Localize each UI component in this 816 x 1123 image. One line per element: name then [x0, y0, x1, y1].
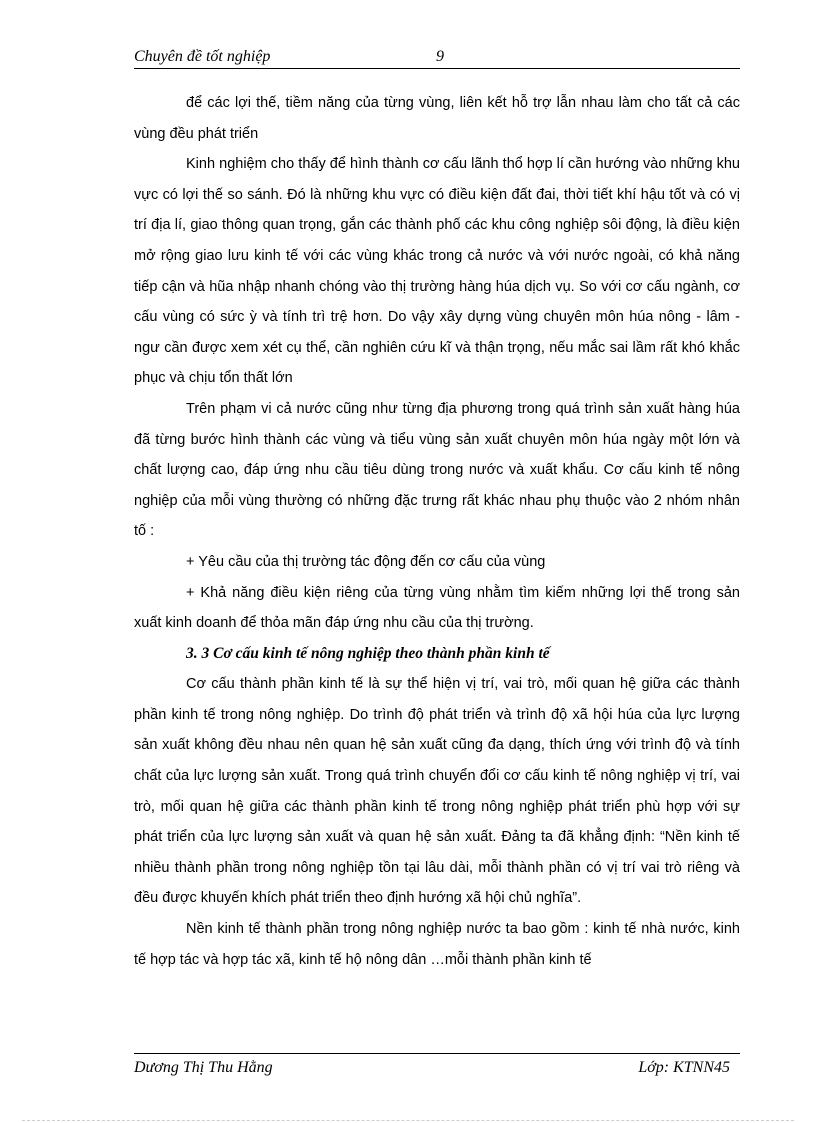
page-boundary — [22, 1120, 794, 1121]
document-body — [134, 88, 740, 975]
footer-class: Lớp: KTNN45 — [638, 1059, 730, 1076]
page-footer — [134, 1053, 740, 1084]
paragraph-economic-sectors: Cơ cấu thành phần kinh tế là sự thể hiện vị trí, vai trò, mối quan hệ giữa các thành phần kinh tế trong nông nghiệp. Do trình độ phát triển và trình độ xã hội húa của lực lượng sản xuất không đều nhau nên quan hệ sản xuất cũng đa dạng, thích ứng với trình độ và tính chất của lực lượng sản xuất. Trong quá trình chuyển đổi cơ cấu kinh tế nông nghiệp vị trí, vai trò, mối quan hệ giữa các thành phần kinh tế trong nông nghiệp phát triển phù hợp với sự phát triển của lực lượng sản xuất và quan hệ sản xuất. Đảng ta đã khẳng định: “Nền kinh tế nhiều thành phần trong nông nghiệp tồn tại lâu dài, mỗi thành phần có vị trí vai trò riêng và đều được khuyến khích phát triển theo định hướng xã hội chủ nghĩa”. — [134, 676, 740, 907]
footer-author: Dương Thị Thu Hằng — [134, 1059, 273, 1076]
paragraph-national-scope: Trên phạm vi cả nước cũng như từng địa phương trong quá trình sản xuất hàng húa đã từng bước hình thành các vùng và tiểu vùng sản xuất chuyên môn húa ngày một lớn và chất lượng cao, đáp ứng nhu cầu tiêu dùng trong nước và xuất khẩu. Cơ cấu kinh tế nông nghiệp của mỗi vùng thường có những đặc trưng rất khác nhau phụ thuộc vào 2 nhóm nhân tố : — [134, 400, 740, 540]
page-header — [134, 46, 740, 69]
bullet-market-demand: + Yêu cầu của thị trường tác động đến cơ cấu của vùng — [186, 553, 546, 570]
paragraph-experience: Kinh nghiệm cho thấy để hình thành cơ cấu lãnh thổ hợp lí cần hướng vào những khu vực có lợi thế so sánh. Đó là những khu vực có điều kiện đất đai, thời tiết khí hậu tốt và có vị trí địa lí, giao thông quan trọng, gắn các thành phố các khu công nghiệp sôi động, là điều kiện mở rộng giao lưu kinh tế với các vùng khác trong cả nước và với nước ngoài, có khả năng tiếp cận và hũa nhập nhanh chóng vào thị trường hàng húa dịch vụ. So với cơ cấu ngành, cơ cấu vùng có sức ỳ và tính trì trệ hơn. Do vậy xây dựng vùng chuyên môn húa nông - lâm - ngư cần được xem xét cụ thể, cần nghiên cứu kĩ và thận trọng, nếu mắc sai lầm rất khó khắc phục và chịu tổn thất lớn — [134, 156, 740, 387]
section-heading: 3. 3 Cơ cấu kinh tế nông nghiệp theo thành phần kinh tế — [186, 644, 550, 662]
page-number: 9 — [436, 48, 444, 65]
header-title: Chuyên đề tốt nghiệp — [134, 48, 271, 65]
bullet-regional-conditions: + Khả năng điều kiện riêng của từng vùng nhằm tìm kiếm những lợi thế trong sản xuất kinh doanh để thỏa mãn đáp ứng nhu cầu của thị trường. — [134, 584, 740, 632]
paragraph-sector-list: Nền kinh tế thành phần trong nông nghiệp nước ta bao gồm : kinh tế nhà nước, kinh tế hợp tác và hợp tác xã, kinh tế hộ nông dân …mỗi thành phần kinh tế — [134, 921, 740, 968]
paragraph-continuation: để các lợi thế, tiềm năng của từng vùng, liên kết hỗ trợ lẫn nhau làm cho tất cả các vùng đều phát triển — [134, 95, 740, 142]
